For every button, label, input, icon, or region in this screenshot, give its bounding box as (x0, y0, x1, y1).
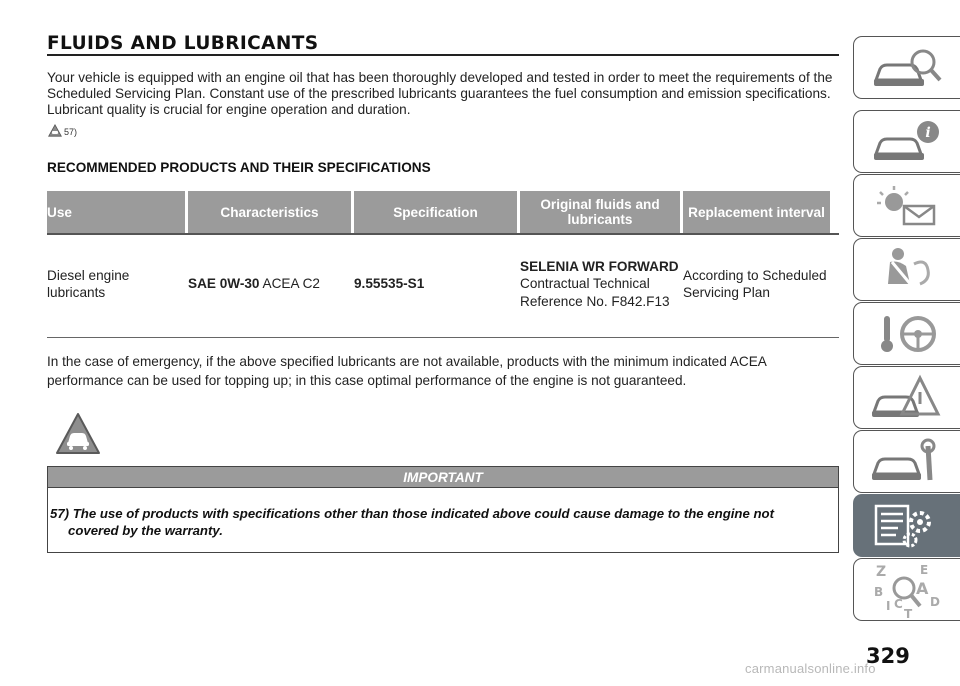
fluid-reference: Contractual Technical Reference No. F842.F13 (520, 276, 670, 309)
emergency-note: In the case of emergency, if the above specified lubricants are not available, products with the minimum indicated ACEA performance can be used for topping up; in this case optimal performance of the engine is not guaranteed. (47, 354, 767, 388)
tab-technical-specifications[interactable] (853, 494, 960, 557)
cell-use (47, 235, 185, 333)
cell-replacement-interval (683, 235, 830, 333)
important-line-1: The use of products with specifications other than those indicated above could cause damage to the engine not (72, 506, 774, 521)
warning-light-message-icon (868, 180, 948, 232)
important-warning-icon (55, 412, 101, 461)
svg-text:i: i (924, 124, 931, 141)
row-divider (47, 337, 839, 338)
important-box (47, 466, 839, 553)
warning-triangle-icon (48, 124, 62, 137)
interval-text: According to Scheduled Servicing Plan (683, 267, 827, 300)
fluid-product-name: SELENIA WR FORWARD (520, 258, 679, 274)
tab-safety[interactable] (853, 238, 960, 301)
car-warning-triangle-icon (55, 412, 101, 456)
svg-text:I: I (885, 598, 890, 613)
car-info-icon (868, 116, 948, 168)
svg-text:B: B (873, 584, 883, 599)
svg-text:E: E (919, 562, 928, 577)
column-header-specification: Specification (354, 191, 517, 233)
warning-reference[interactable] (48, 124, 77, 137)
intro-paragraph: Your vehicle is equipped with an engine oil that has been thoroughly developed and tested in order to meet the requirements of the Scheduled Servicing Plan. Constant use of the prescribed lubricants guarantees the fuel consumption and emission specifications. Lubricant quality is crucial for engine operation and duration. (47, 70, 833, 117)
car-wrench-icon (868, 436, 948, 488)
tab-starting-driving[interactable] (853, 302, 960, 365)
specification-code: 9.55535-S1 (354, 276, 425, 292)
reference-number: 57) (64, 127, 78, 137)
title-divider (47, 54, 839, 56)
page-title: FLUIDS AND LUBRICANTS (47, 33, 319, 54)
seatbelt-person-icon (868, 244, 948, 296)
svg-text:D: D (929, 594, 940, 609)
tab-dashboard[interactable] (853, 110, 960, 173)
car-breakdown-warning-icon (868, 372, 948, 424)
watermark: carmanualsonline.info (745, 661, 876, 676)
cell-original-fluids (520, 235, 680, 333)
important-line-2: covered by the warranty. (68, 523, 223, 538)
svg-text:T: T (903, 606, 912, 620)
cell-characteristics (188, 235, 351, 333)
specifications-table (47, 191, 839, 338)
table-header-row (47, 191, 839, 233)
svg-text:Z: Z (875, 563, 886, 580)
characteristics-grade: SAE 0W-30 (188, 276, 260, 292)
page-number: 329 (866, 644, 910, 668)
characteristics-standard: ACEA C2 (259, 276, 320, 292)
important-label: IMPORTANT (48, 467, 838, 488)
column-header-replacement-interval: Replacement interval (683, 191, 830, 233)
specs-gears-icon (868, 500, 948, 552)
important-text (48, 488, 838, 539)
tab-in-an-emergency[interactable] (853, 366, 960, 429)
tab-index[interactable] (853, 558, 960, 621)
alphabet-index-search-icon (868, 560, 948, 620)
column-header-original-fluids: Original fluids and lubricants (520, 191, 680, 233)
important-number: 57) (50, 506, 70, 521)
section-heading: RECOMMENDED PRODUCTS AND THEIR SPECIFICATIONS (47, 160, 431, 175)
svg-text:A: A (915, 578, 928, 598)
tab-knowing-your-car[interactable] (853, 36, 960, 99)
use-text: Diesel engine lubricants (47, 267, 130, 300)
tab-servicing-care[interactable] (853, 430, 960, 493)
cell-specification (354, 235, 517, 333)
car-search-icon (868, 42, 948, 94)
column-header-use: Use (47, 191, 185, 233)
tab-warning-lights[interactable] (853, 174, 960, 237)
column-header-characteristics: Characteristics (188, 191, 351, 233)
svg-text:C: C (893, 596, 903, 611)
key-steering-wheel-icon (868, 308, 948, 360)
table-row (47, 235, 839, 333)
